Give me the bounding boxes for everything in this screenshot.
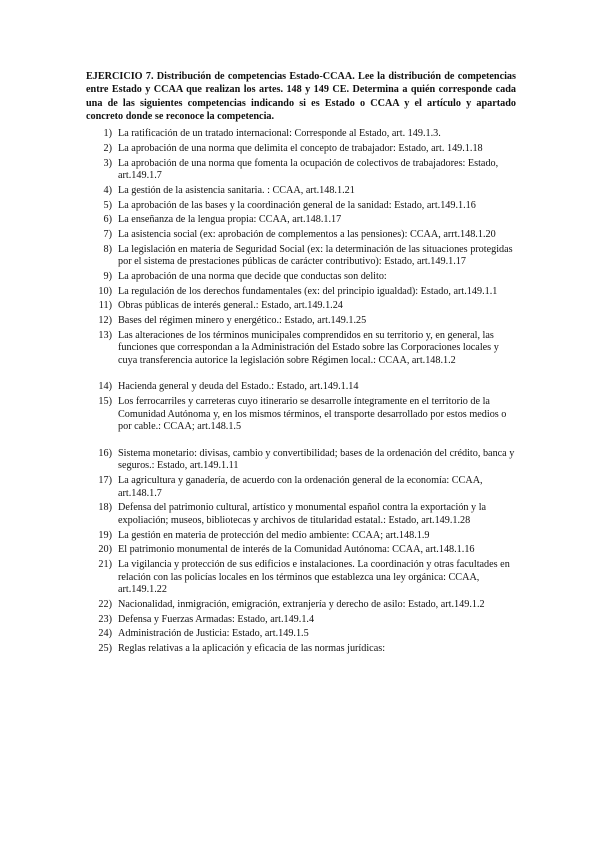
list-item [86,448,516,473]
item-number: 4) [103,184,112,196]
item-number: 10) [98,285,112,297]
list-item [86,544,516,557]
list-item [86,599,516,612]
item-number: 23) [98,613,112,625]
list-item [86,315,516,328]
list-item [86,271,516,284]
item-text: La aprobación de una norma que decide que conductas son delito: [118,270,387,282]
list-item [86,214,516,227]
item-text: La gestión en materia de protección del medio ambiente: CCAA; art.148.1.9 [118,529,430,541]
item-text: La ratificación de un tratado internacional: Corresponde al Estado, art. 149.1.3. [118,128,441,140]
item-text: Administración de Justicia: Estado, art.149.1.5 [118,628,309,640]
item-text: Los ferrocarriles y carreteras cuyo itinerario se desarrolle íntegramente en el territorio de la Comunidad Autónoma y, en los mismos términos, el transporte desarrollado por estos medios o por cable.: CCAA; art.148.1.5 [118,396,507,433]
list-item [86,381,516,394]
item-number: 17) [98,475,112,487]
item-text: Obras públicas de interés general.: Estado, art.149.1.24 [118,300,343,312]
item-number: 22) [98,598,112,610]
item-number: 25) [98,643,112,655]
item-text: Nacionalidad, inmigración, emigración, extranjería y derecho de asilo: Estado, art.149.1.2 [118,598,485,610]
item-text: La vigilancia y protección de sus edificios e instalaciones. La coordinación y otras facultades en relación con las policías locales en los términos que establezca una ley orgánica: CCAA, art.149.1.22 [118,559,510,596]
item-number: 21) [98,559,112,571]
document-page [86,70,516,658]
item-text: Defensa del patrimonio cultural, artístico y monumental español contra la exportación y la expoliación; museos, bibliotecas y archivos de titularidad estatal.: Estado, art.149.1.28 [118,502,487,527]
item-text: La regulación de los derechos fundamentales (ex: del principio igualdad): Estado, art.149.1.1 [118,285,498,297]
list-item [86,143,516,156]
item-text: La asistencia social (ex: aprobación de complementos a las pensiones): CCAA, arrt.148.1.20 [118,228,496,240]
item-text: Bases del régimen minero y energético.: Estado, art.149.1.25 [118,314,367,326]
list-item [86,244,516,269]
item-number: 20) [98,544,112,556]
list-item [86,502,516,527]
item-number: 11) [98,300,112,312]
item-number: 24) [98,628,112,640]
list-item [86,530,516,543]
list-item [86,396,516,434]
list-item [86,229,516,242]
item-number: 14) [98,381,112,393]
item-number: 7) [103,228,112,240]
item-text: Hacienda general y deuda del Estado.: Estado, art.149.1.14 [118,381,359,393]
item-number: 19) [98,529,112,541]
list-item [86,300,516,313]
item-number: 3) [103,157,112,169]
list-item [86,614,516,627]
item-number: 5) [103,199,112,211]
competence-list [86,128,516,655]
list-item [86,286,516,299]
item-number: 16) [98,447,112,459]
list-item [86,475,516,500]
item-number: 15) [98,396,112,408]
list-item [86,128,516,141]
item-number: 8) [103,243,112,255]
item-text: La aprobación de una norma que fomenta la ocupación de colectivos de trabajadores: Estado, art.149.1.7 [118,157,499,182]
item-text: Reglas relativas a la aplicación y eficacia de las normas jurídicas: [118,643,386,655]
item-number: 12) [98,314,112,326]
item-text: La aprobación de una norma que delimita el concepto de trabajador: Estado, art. 149.1.18 [118,142,483,154]
item-number: 2) [103,142,112,154]
item-text: La gestión de la asistencia sanitaria. : CCAA, art.148.1.21 [118,184,355,196]
list-item [86,200,516,213]
item-text: Las alteraciones de los términos municipales comprendidos en su territorio y, en general, las funciones que correspondan a la Administración del Estado sobre las Corporaciones locales y cuya transferencia autorice la legislación sobre Régimen local.: CCAA, art.148.1.2 [118,329,499,366]
item-text: La aprobación de las bases y la coordinación general de la sanidad: Estado, art.149.1.16 [118,199,476,211]
item-number: 18) [98,502,112,514]
item-number: 1) [103,128,112,140]
item-text: La legislación en materia de Seguridad Social (ex: la determinación de las situaciones protegidas por el sistema de prestaciones públicas de carácter contributivo): Estado, art.149.1.17 [118,243,513,268]
list-item [86,643,516,656]
item-text: Defensa y Fuerzas Armadas: Estado, art.149.1.4 [118,613,315,625]
item-text: La agricultura y ganadería, de acuerdo con la ordenación general de la economía: CCAA, art.148.1.7 [118,475,483,499]
item-text: El patrimonio monumental de interés de la Comunidad Autónoma: CCAA, art.148.1.16 [118,544,475,556]
item-text: Sistema monetario: divisas, cambio y convertibilidad; bases de la ordenación del crédito, banca y seguros.: Estado, art.149.1.11 [118,447,515,472]
list-item [86,628,516,641]
list-item [86,158,516,183]
list-item [86,330,516,368]
list-item [86,185,516,198]
item-text: La enseñanza de la lengua propia: CCAA, art.148.1.17 [118,214,342,226]
item-number: 9) [103,270,112,282]
item-number: 6) [103,214,112,226]
list-item [86,559,516,597]
item-number: 13) [98,329,112,341]
exercise-heading: EJERCICIO 7. Distribución de competencias Estado-CCAA. Lee la distribución de competencias entre Estado y CCAA que realizan los artes. 148 y 149 CE. Determina a quién corresponde cada una de las siguientes competencias indicando si es Estado o CCAA y el artículo y apartado concreto donde se reconoce la competencia. [86,71,516,122]
